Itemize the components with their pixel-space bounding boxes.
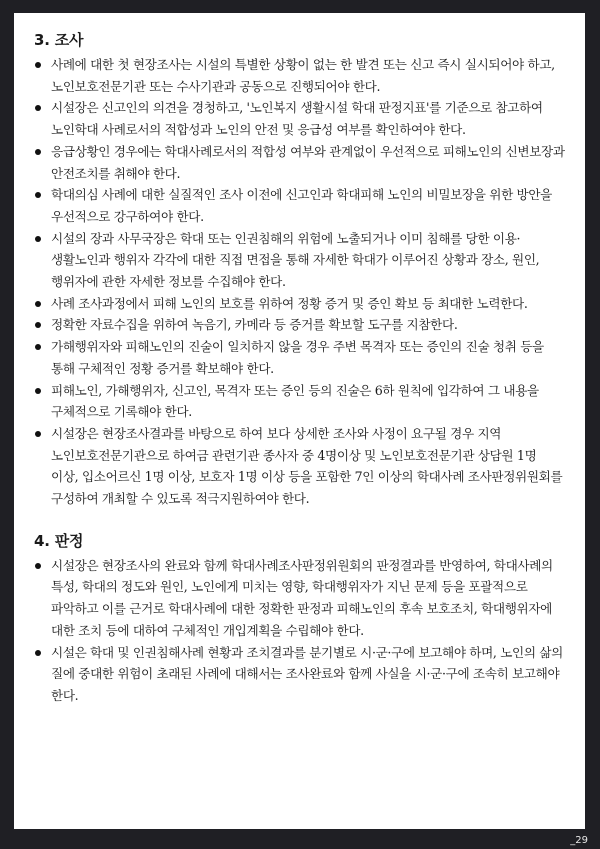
investigation-list [34, 54, 567, 510]
bullet-icon [35, 149, 41, 155]
list-item [34, 184, 567, 227]
list-item [34, 423, 567, 510]
document-page [14, 13, 585, 829]
list-item-text: 정확한 자료수집을 위하여 녹음기, 카메라 등 증거를 확보할 도구를 지참한다. [51, 317, 458, 333]
bullet-icon [35, 650, 41, 656]
list-item-text: 가해행위자와 피해노인의 진술이 일치하지 않을 경우 주변 목격자 또는 증인의 진술 청취 등을 통해 구체적인 정황 증거를 확보해야 한다. [51, 339, 544, 376]
list-item-text: 사례에 대한 첫 현장조사는 시설의 특별한 상황이 없는 한 발견 또는 신고 즉시 실시되어야 하고, 노인보호전문기관 또는 수사기관과 공동으로 진행되어야 한다. [51, 57, 555, 94]
list-item-text: 사례 조사과정에서 피해 노인의 보호를 위하여 정황 증거 및 증인 확보 등 최대한 노력한다. [51, 295, 528, 311]
list-item [34, 642, 567, 707]
section-title-judgment: 4. 판정 [34, 531, 84, 550]
list-item-text: 시설의 장과 사무국장은 학대 또는 인권침해의 위험에 노출되거나 이미 침해를 당한 이용·생활노인과 행위자 각각에 대한 직접 면접을 통해 자세한 학대가 이루어진 상황과 장소, 원인, 행위자에 관한 자세한 정보를 수집해야 한다. [51, 230, 540, 290]
list-item-text: 학대의심 사례에 대한 실질적인 조사 이전에 신고인과 학대피해 노인의 비밀보장을 위한 방안을 우선적으로 강구하여야 한다. [51, 187, 552, 224]
section-title-investigation: 3. 조사 [34, 31, 84, 49]
bullet-icon [35, 388, 41, 394]
list-item-text: 피해노인, 가해행위자, 신고인, 목격자 또는 증인 등의 진술은 6하 원칙에 입각하여 그 내용을 구체적으로 기록해야 한다. [51, 382, 539, 420]
judgment-list [34, 555, 567, 707]
list-item-text: 응급상황인 경우에는 학대사례로서의 적합성 여부와 관계없이 우선적으로 피해노인의 신변보장과 안전조치를 취해야 한다. [51, 143, 565, 181]
list-item [34, 141, 567, 184]
bullet-icon [35, 236, 41, 242]
list-item [34, 336, 567, 379]
list-item [34, 54, 567, 97]
bullet-icon [35, 105, 41, 111]
page-number: _29 [570, 835, 588, 846]
bullet-icon [35, 62, 41, 68]
bullet-icon [35, 344, 41, 350]
list-item [34, 314, 567, 336]
list-item [34, 97, 567, 140]
list-item [34, 228, 567, 293]
bullet-icon [35, 301, 41, 307]
bullet-icon [35, 563, 41, 569]
bullet-icon [35, 431, 41, 437]
list-item-text: 시설장은 현장조사의 완료와 함께 학대사례조사판정위원회의 판정결과를 반영하여, 학대사례의 특성, 학대의 정도와 원인, 노인에게 미치는 영향, 학대행위자가 지닌 문제 등을 포괄적으로 파악하고 이를 근거로 학대사례에 대한 정확한 판정과 피해노인의 후속 보호조치, 학대행위자에 대한 조치 등에 대하여 구체적인 개입계획을 수립해야 한다. [51, 557, 553, 638]
list-item [34, 380, 567, 423]
list-item-text: 시설은 학대 및 인권침해사례 현황과 조치결과를 분기별로 시·군·구에 보고해야 하며, 노인의 삶의 질에 중대한 위험이 초래된 사례에 대해서는 조사완료와 함께 사실을 시·군·구에 조속히 보고해야 한다. [51, 644, 563, 703]
bullet-icon [35, 322, 41, 328]
list-item-text: 시설장은 신고인의 의견을 경청하고, '노인복지 생활시설 학대 판정지표'를 기준으로 참고하여 노인학대 사례로서의 적합성과 노인의 안전 및 응급성 여부를 확인하여야 한다. [51, 100, 543, 138]
bullet-icon [35, 192, 41, 198]
list-item [34, 555, 567, 642]
list-item-text: 시설장은 현장조사결과를 바탕으로 하여 보다 상세한 조사와 사정이 요구될 경우 지역 노인보호전문기관으로 하여금 관련기관 종사자 중 4명이상 및 노인보호전문기관 상담원 1명 이상, 입소어르신 1명 이상, 보호자 1명 이상 등을 포함한 7인 이상의 학대사례 조사판정위원회를 구성하여 개최할 수 있도록 적극지원하여야 한다. [51, 425, 563, 507]
list-item [34, 293, 567, 315]
